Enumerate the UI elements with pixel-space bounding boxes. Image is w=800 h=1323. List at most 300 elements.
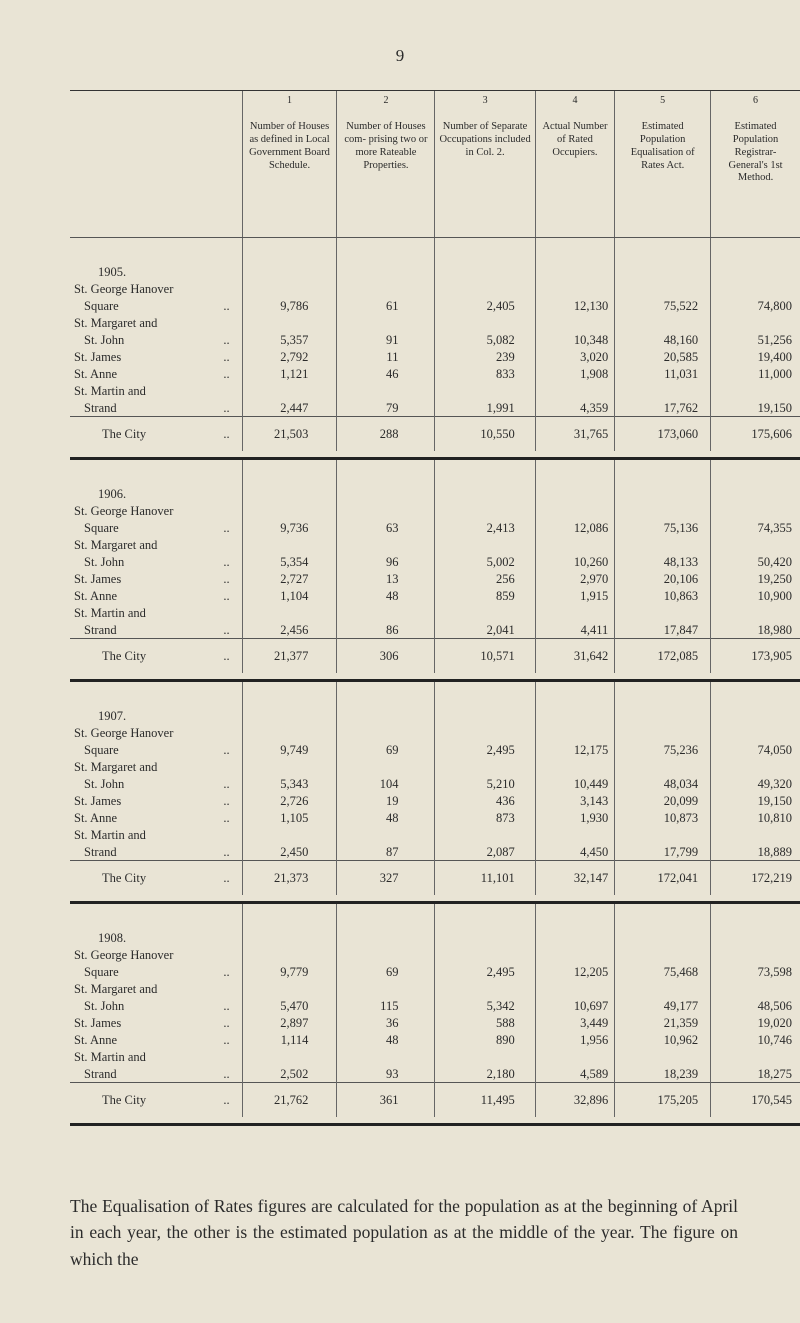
value-cell-col-5: 48,034 [615,775,711,792]
value-cell-col-5: 172,085 [615,639,711,674]
value-cell-col-6: 10,810 [711,809,800,826]
value-cell-col-5: 10,873 [615,809,711,826]
empty-cell [615,826,711,843]
leader-dots: .. [223,870,230,885]
value-cell-col-1: 21,762 [242,1083,337,1118]
empty-cell [337,826,435,843]
leader-dots: .. [223,572,230,586]
district-label [70,604,242,621]
district-label [70,946,242,963]
value-cell-col-2: 61 [337,297,435,314]
empty-cell [435,758,535,775]
empty-cell [337,314,435,331]
value-cell-col-3: 11,101 [435,861,535,896]
value-cell-col-3: 11,495 [435,1083,535,1118]
district-label [70,758,242,775]
empty-cell [535,980,615,997]
empty-cell [435,946,535,963]
value-cell-col-5: 48,160 [615,331,711,348]
value-cell-col-1: 2,456 [242,621,337,639]
city-total-label [70,861,242,896]
separator-cell [337,1117,435,1125]
district-label-cont-text: St. John [84,555,125,569]
population-table [70,90,800,1126]
value-cell-col-2: 361 [337,1083,435,1118]
value-cell-col-1: 5,343 [242,775,337,792]
separator-cell [711,895,800,903]
value-cell-col-1: 9,749 [242,741,337,758]
value-cell-col-4: 4,589 [535,1065,615,1083]
value-cell-col-3: 5,002 [435,553,535,570]
year-label: 1905. [98,265,127,279]
year-row [70,903,800,947]
district-row [70,809,800,826]
district-name-row [70,758,800,775]
empty-cell [711,459,800,503]
empty-cell [711,681,800,725]
value-cell-col-5: 20,106 [615,570,711,587]
leader-dots: .. [223,743,230,757]
district-label-text: St. Martin and [74,828,146,842]
district-label [70,1048,242,1065]
empty-cell [435,502,535,519]
district-label [70,826,242,843]
value-cell-col-5: 48,133 [615,553,711,570]
value-cell-col-5: 172,041 [615,861,711,896]
value-cell-col-1: 2,447 [242,399,337,417]
district-label [70,536,242,553]
value-cell-col-3: 5,210 [435,775,535,792]
value-cell-col-1: 2,727 [242,570,337,587]
district-label-cont [70,997,242,1014]
district-row [70,621,800,639]
value-cell-col-2: 91 [337,331,435,348]
district-label [70,314,242,331]
leader-dots: .. [223,965,230,979]
empty-cell [435,314,535,331]
empty-cell [435,238,535,281]
district-label-cont-text: Square [84,299,119,313]
leader-dots: .. [223,648,230,663]
value-cell-col-3: 10,571 [435,639,535,674]
district-label-cont [70,399,242,417]
empty-cell [435,1048,535,1065]
value-cell-col-5: 173,060 [615,417,711,452]
value-cell-col-6: 51,256 [711,331,800,348]
empty-cell [711,238,800,281]
district-label-text: St. Margaret and [74,982,158,996]
district-label-cont [70,621,242,639]
separator-cell [535,895,615,903]
empty-cell [242,536,337,553]
value-cell-col-2: 69 [337,741,435,758]
value-cell-col-1: 5,470 [242,997,337,1014]
value-cell-col-4: 1,915 [535,587,615,604]
value-cell-col-1: 9,786 [242,297,337,314]
value-cell-col-3: 256 [435,570,535,587]
district-label-text: St. Anne [74,589,118,603]
value-cell-col-3: 833 [435,365,535,382]
value-cell-col-6: 10,746 [711,1031,800,1048]
empty-cell [242,382,337,399]
value-cell-col-3: 2,180 [435,1065,535,1083]
district-label-cont-text: Square [84,521,119,535]
value-cell-col-1: 21,373 [242,861,337,896]
empty-cell [242,238,337,281]
empty-cell [337,459,435,503]
empty-cell [615,758,711,775]
value-cell-col-4: 10,449 [535,775,615,792]
value-cell-col-1: 1,104 [242,587,337,604]
empty-cell [535,382,615,399]
empty-cell [337,724,435,741]
district-label [70,1014,242,1031]
district-label-text: St. Martin and [74,1050,146,1064]
empty-cell [615,382,711,399]
empty-cell [535,314,615,331]
value-cell-col-3: 2,495 [435,963,535,980]
separator-cell [242,451,337,459]
value-cell-col-6: 18,275 [711,1065,800,1083]
separator-cell [615,451,711,459]
city-total-label [70,639,242,674]
empty-cell [535,604,615,621]
value-cell-col-2: 11 [337,348,435,365]
district-label [70,1031,242,1048]
separator-cell [435,673,535,681]
district-name-row [70,980,800,997]
district-label [70,809,242,826]
value-cell-col-5: 17,847 [615,621,711,639]
empty-cell [615,724,711,741]
empty-cell [615,238,711,281]
value-cell-col-4: 32,896 [535,1083,615,1118]
district-label-text: St. Martin and [74,384,146,398]
empty-cell [435,280,535,297]
value-cell-col-4: 12,130 [535,297,615,314]
value-cell-col-6: 175,606 [711,417,800,452]
value-cell-col-4: 1,930 [535,809,615,826]
leader-dots: .. [223,333,230,347]
district-row [70,570,800,587]
value-cell-col-3: 2,041 [435,621,535,639]
empty-cell [337,604,435,621]
district-label [70,502,242,519]
value-cell-col-2: 96 [337,553,435,570]
district-label-text: St. Margaret and [74,760,158,774]
district-row [70,331,800,348]
value-cell-col-4: 3,449 [535,1014,615,1031]
leader-dots: .. [223,811,230,825]
empty-cell [435,604,535,621]
empty-cell [242,980,337,997]
district-row [70,843,800,861]
value-cell-col-1: 1,114 [242,1031,337,1048]
value-cell-col-3: 2,495 [435,741,535,758]
value-cell-col-5: 20,099 [615,792,711,809]
district-label-cont-text: Square [84,743,119,757]
value-cell-col-1: 1,121 [242,365,337,382]
leader-dots: .. [223,845,230,859]
value-cell-col-1: 1,105 [242,809,337,826]
district-label-cont [70,843,242,861]
value-cell-col-4: 10,348 [535,331,615,348]
value-cell-col-3: 2,087 [435,843,535,861]
district-row [70,792,800,809]
value-cell-col-2: 48 [337,809,435,826]
empty-cell [242,1048,337,1065]
empty-cell [711,314,800,331]
value-cell-col-6: 173,905 [711,639,800,674]
empty-cell [615,903,711,947]
column-header-3: 3 Number of Separate Occupations included in Col. 2. [435,91,535,238]
value-cell-col-6: 170,545 [711,1083,800,1118]
district-row [70,1065,800,1083]
leader-dots: .. [223,589,230,603]
city-total-row [70,1083,800,1118]
empty-cell [535,826,615,843]
year-separator [70,895,800,903]
district-row [70,1031,800,1048]
value-cell-col-1: 9,736 [242,519,337,536]
separator-cell [711,1117,800,1125]
year-row [70,238,800,281]
district-label [70,280,242,297]
district-label-cont [70,963,242,980]
separator-cell [337,895,435,903]
district-label-text: St. Anne [74,811,118,825]
empty-cell [711,980,800,997]
empty-cell [615,681,711,725]
empty-cell [615,314,711,331]
value-cell-col-3: 2,405 [435,297,535,314]
city-total-label-text: The City [102,1092,147,1107]
leader-dots: .. [223,1016,230,1030]
empty-cell [535,280,615,297]
value-cell-col-2: 86 [337,621,435,639]
year-label: 1908. [98,931,127,945]
value-cell-col-5: 17,799 [615,843,711,861]
district-label [70,980,242,997]
separator-cell [242,673,337,681]
value-cell-col-1: 2,726 [242,792,337,809]
leader-dots: .. [223,777,230,791]
district-label-text: St. George Hanover [74,948,174,962]
value-cell-col-4: 3,143 [535,792,615,809]
value-cell-col-4: 10,697 [535,997,615,1014]
empty-cell [711,758,800,775]
district-name-row [70,382,800,399]
district-label-cont-text: St. John [84,333,125,347]
value-cell-col-6: 74,800 [711,297,800,314]
value-cell-col-3: 859 [435,587,535,604]
district-row [70,399,800,417]
empty-cell [242,459,337,503]
district-label [70,382,242,399]
district-label-cont [70,775,242,792]
leader-dots: .. [223,1092,230,1107]
separator-cell [337,673,435,681]
separator-cell [711,451,800,459]
empty-cell [535,724,615,741]
empty-cell [337,903,435,947]
year-separator [70,673,800,681]
value-cell-col-6: 19,400 [711,348,800,365]
separator-cell [435,895,535,903]
value-cell-col-3: 10,550 [435,417,535,452]
year-separator [70,451,800,459]
value-cell-col-5: 10,962 [615,1031,711,1048]
district-row [70,997,800,1014]
value-cell-col-1: 2,450 [242,843,337,861]
value-cell-col-2: 48 [337,1031,435,1048]
district-label-cont-text: St. John [84,999,125,1013]
value-cell-col-1: 2,502 [242,1065,337,1083]
value-cell-col-3: 5,082 [435,331,535,348]
value-cell-col-2: 327 [337,861,435,896]
city-total-label-text: The City [102,426,147,441]
value-cell-col-3: 2,413 [435,519,535,536]
empty-cell [337,681,435,725]
value-cell-col-6: 18,889 [711,843,800,861]
separator-cell [711,673,800,681]
empty-cell [242,903,337,947]
district-name-row [70,946,800,963]
district-name-row [70,826,800,843]
empty-cell [615,604,711,621]
value-cell-col-5: 75,522 [615,297,711,314]
district-label-cont [70,297,242,314]
district-label-text: St. James [74,1016,122,1030]
district-name-row [70,280,800,297]
district-label [70,348,242,365]
district-label [70,724,242,741]
value-cell-col-6: 19,150 [711,792,800,809]
value-cell-col-2: 288 [337,417,435,452]
value-cell-col-3: 1,991 [435,399,535,417]
empty-cell [242,758,337,775]
city-total-label-text: The City [102,870,147,885]
value-cell-col-6: 19,020 [711,1014,800,1031]
value-cell-col-2: 104 [337,775,435,792]
empty-cell [242,946,337,963]
value-cell-col-1: 21,377 [242,639,337,674]
district-label-text: St. James [74,794,122,808]
empty-cell [535,238,615,281]
empty-cell [711,382,800,399]
district-row [70,741,800,758]
district-label-cont-text: Strand [84,845,117,859]
empty-cell [435,903,535,947]
value-cell-col-2: 36 [337,1014,435,1031]
footnote: The Equalisation of Rates figures are calculated for the population as at the beginning of April in each year, the other is the estimated population as at the middle of the year. The figure on which the [70,1195,738,1269]
district-label-text: St. George Hanover [74,282,174,296]
value-cell-col-6: 48,506 [711,997,800,1014]
value-cell-col-1: 21,503 [242,417,337,452]
value-cell-col-1: 9,779 [242,963,337,980]
empty-cell [711,502,800,519]
value-cell-col-2: 93 [337,1065,435,1083]
empty-cell [535,502,615,519]
district-row [70,775,800,792]
district-row [70,519,800,536]
separator-cell [70,451,242,459]
value-cell-col-1: 5,357 [242,331,337,348]
empty-cell [711,1048,800,1065]
empty-cell [615,536,711,553]
value-cell-col-5: 21,359 [615,1014,711,1031]
leader-dots: .. [223,426,230,441]
empty-cell [337,238,435,281]
separator-cell [337,451,435,459]
district-name-row [70,536,800,553]
value-cell-col-4: 12,086 [535,519,615,536]
value-cell-col-3: 5,342 [435,997,535,1014]
separator-cell [242,895,337,903]
empty-cell [711,946,800,963]
value-cell-col-4: 31,642 [535,639,615,674]
leader-dots: .. [223,1033,230,1047]
district-label-text: St. Margaret and [74,316,158,330]
value-cell-col-1: 2,897 [242,1014,337,1031]
city-total-label [70,417,242,452]
separator-cell [535,1117,615,1125]
column-header-4: 4 Actual Number of Rated Occupiers. [535,91,615,238]
separator-cell [70,673,242,681]
value-cell-col-4: 4,359 [535,399,615,417]
empty-cell [535,946,615,963]
header-blank-cell [70,91,242,238]
leader-dots: .. [223,350,230,364]
district-row [70,587,800,604]
value-cell-col-4: 1,908 [535,365,615,382]
district-label [70,570,242,587]
value-cell-col-5: 17,762 [615,399,711,417]
city-total-label-text: The City [102,648,147,663]
value-cell-col-4: 3,020 [535,348,615,365]
empty-cell [615,280,711,297]
value-cell-col-4: 4,450 [535,843,615,861]
empty-cell [535,536,615,553]
empty-cell [711,724,800,741]
value-cell-col-2: 13 [337,570,435,587]
value-cell-col-2: 115 [337,997,435,1014]
empty-cell [242,826,337,843]
district-label-text: St. Anne [74,367,118,381]
empty-cell [242,681,337,725]
value-cell-col-2: 63 [337,519,435,536]
empty-cell [242,280,337,297]
value-cell-col-1: 2,792 [242,348,337,365]
empty-cell [242,604,337,621]
value-cell-col-1: 5,354 [242,553,337,570]
city-total-label [70,1083,242,1118]
year-label: 1907. [98,709,127,723]
district-row [70,963,800,980]
value-cell-col-2: 79 [337,399,435,417]
column-header-2: 2 Number of Houses com- prising two or more Rateable Properties. [337,91,435,238]
district-label [70,792,242,809]
district-label-cont [70,741,242,758]
separator-cell [535,673,615,681]
district-name-row [70,604,800,621]
leader-dots: .. [223,299,230,313]
column-header-6: 6 Estimated Population Registrar- General's 1st Method. [711,91,800,238]
value-cell-col-5: 11,031 [615,365,711,382]
empty-cell [535,1048,615,1065]
value-cell-col-2: 19 [337,792,435,809]
district-label-text: St. James [74,572,122,586]
